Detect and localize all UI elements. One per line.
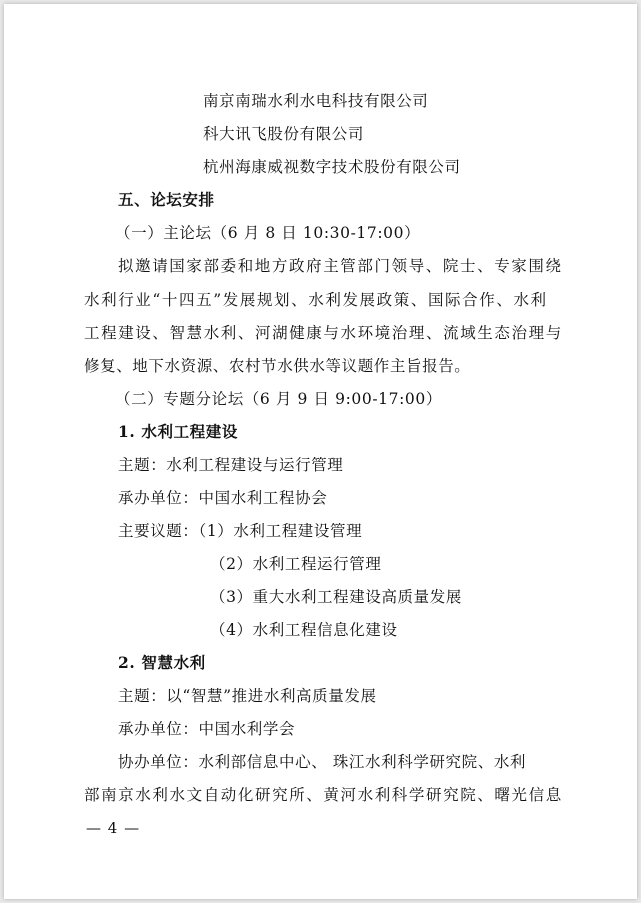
- topic-2-organizer: 承办单位：中国水利学会: [118, 720, 296, 738]
- topic-2-heading: 2. 智慧水利: [118, 653, 206, 672]
- document-page: [4, 4, 637, 899]
- main-forum-paragraph-line-1: 拟邀请国家部委和地方政府主管部门领导、院士、专家围绕: [118, 257, 563, 275]
- sub-forum-heading: （二）专题分论坛（6 月 9 日 9:00-17:00）: [115, 390, 442, 408]
- topic-2-co-organizer-line-2: 部南京水利水文自动化研究所、黄河水利科学研究院、曙光信息: [84, 786, 563, 804]
- topic-1-agenda-3: （3）重大水利工程建设高质量发展: [210, 588, 462, 606]
- topic-2-co-organizer-line-1: 协办单位：水利部信息中心、 珠江水利科学研究院、水利: [118, 753, 527, 771]
- company-line-iflytek: 科大讯飞股份有限公司: [203, 125, 365, 143]
- main-forum-paragraph-line-3: 工程建设、智慧水利、河湖健康与水环境治理、流域生态治理与: [84, 324, 563, 342]
- page-number: — 4 —: [86, 819, 141, 837]
- main-forum-heading: （一）主论坛（6 月 8 日 10:30-17:00）: [115, 224, 421, 242]
- topic-1-heading: 1. 水利工程建设: [118, 422, 238, 441]
- topic-1-theme: 主题：水利工程建设与运行管理: [118, 456, 344, 474]
- main-forum-paragraph-line-2: 水利行业“十四五”发展规划、水利发展政策、国际合作、水利: [84, 291, 548, 309]
- main-forum-paragraph-line-4: 修复、地下水资源、农村节水供水等议题作主旨报告。: [84, 357, 471, 375]
- company-line-nari: 南京南瑞水利水电科技有限公司: [203, 92, 429, 110]
- company-line-hikvision: 杭州海康威视数字技术股份有限公司: [203, 158, 461, 176]
- topic-1-agenda-2: （2）水利工程运行管理: [210, 555, 382, 573]
- section-heading-forum-arrangement: 五、论坛安排: [118, 190, 215, 209]
- topic-1-agenda-1: 主要议题：（1）水利工程建设管理: [118, 522, 363, 540]
- topic-1-organizer: 承办单位：中国水利工程协会: [118, 489, 328, 507]
- topic-1-agenda-4: （4）水利工程信息化建设: [210, 621, 398, 639]
- topic-2-theme: 主题：以“智慧”推进水利高质量发展: [118, 687, 377, 705]
